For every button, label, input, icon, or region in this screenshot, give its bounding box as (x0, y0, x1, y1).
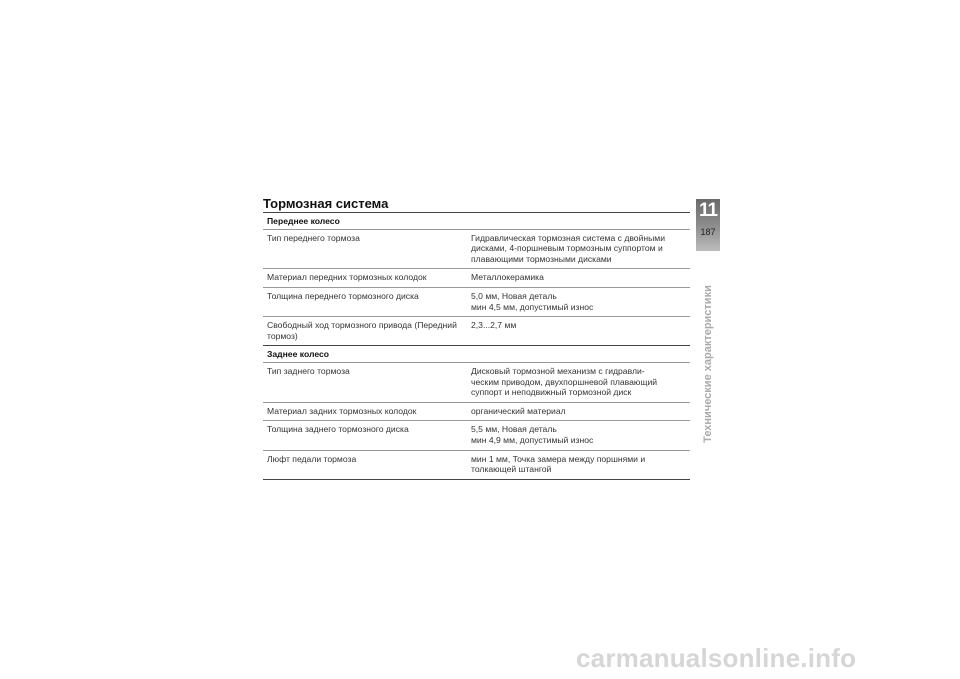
spec-value (468, 317, 683, 335)
chapter-number: 11 (698, 200, 718, 221)
section-heading: Заднее колесо (267, 349, 330, 360)
spec-value (468, 363, 683, 402)
spec-value-line: Гидравлическая тормозная система с двойными (471, 232, 666, 243)
spec-value-line: 5,0 мм, Новая деталь (471, 290, 557, 301)
spec-value-line: мин 1 мм, Точка замера между поршнями и (471, 453, 646, 464)
spec-value-line: ческим приводом, двухпоршневой плавающий (471, 376, 658, 387)
spec-label-line: Толщина заднего тормозного диска (267, 424, 409, 435)
spec-value-line: суппорт и неподвижный тормозной диск (471, 387, 632, 398)
spec-value-line: органический материал (471, 405, 566, 416)
spec-label (263, 269, 468, 287)
spec-label-line: Толщина переднего тормозного диска (267, 290, 419, 301)
spec-label-line: Материал передних тормозных колодок (267, 272, 427, 283)
spec-row (263, 402, 690, 421)
section-header-front (263, 212, 690, 229)
spec-label (263, 403, 468, 421)
spec-row (263, 362, 690, 402)
spec-value-line: 5,5 мм, Новая деталь (471, 424, 557, 435)
spec-label (263, 230, 468, 248)
spec-label-line: Тип заднего тормоза (267, 365, 350, 376)
spec-table (263, 212, 690, 480)
spec-value-line: дисками, 4-поршневым тормозным суппортом и (471, 243, 663, 254)
spec-row (263, 450, 690, 480)
section-title: Тормозная система (263, 196, 389, 211)
spec-value-line: толкающей штангой (471, 464, 552, 475)
spec-row (263, 268, 690, 287)
spec-label-line: Люфт педали тормоза (267, 453, 357, 464)
spec-value-line: мин 4,5 мм, допустимый износ (471, 301, 594, 312)
spec-value-line: Дисковый тормозной механизм с гидравли- (471, 365, 645, 376)
spec-label (263, 363, 468, 381)
spec-label (263, 317, 468, 345)
spec-value-line: Металлокерамика (471, 272, 544, 283)
watermark: carmanualsonline.info (576, 643, 857, 673)
spec-value-line: плавающими тормозными дисками (471, 253, 612, 264)
spec-value-line: 2,3...2,7 мм (471, 320, 517, 331)
chapter-tab (696, 199, 720, 251)
spec-row (263, 229, 690, 269)
spec-value (468, 288, 683, 316)
spec-value (468, 421, 683, 449)
spec-value (468, 403, 683, 421)
spec-label (263, 288, 468, 306)
spec-value (468, 451, 683, 479)
chapter-side-label: Технические характеристики (702, 285, 714, 443)
spec-value (468, 230, 683, 269)
spec-label-line: тормоз) (267, 330, 298, 341)
spec-row (263, 287, 690, 316)
spec-value (468, 269, 683, 287)
section-header-rear (263, 345, 690, 362)
spec-row (263, 316, 690, 345)
page-number: 187 (700, 227, 716, 237)
spec-label-line: Свободный ход тормозного привода (Передний (267, 320, 457, 331)
spec-value-line: мин 4,9 мм, допустимый износ (471, 434, 594, 445)
spec-label (263, 451, 468, 469)
section-heading: Переднее колесо (267, 216, 340, 226)
spec-row (263, 420, 690, 449)
spec-label (263, 421, 468, 439)
spec-label-line: Тип переднего тормоза (267, 232, 360, 243)
spec-label-line: Материал задних тормозных колодок (267, 405, 417, 416)
